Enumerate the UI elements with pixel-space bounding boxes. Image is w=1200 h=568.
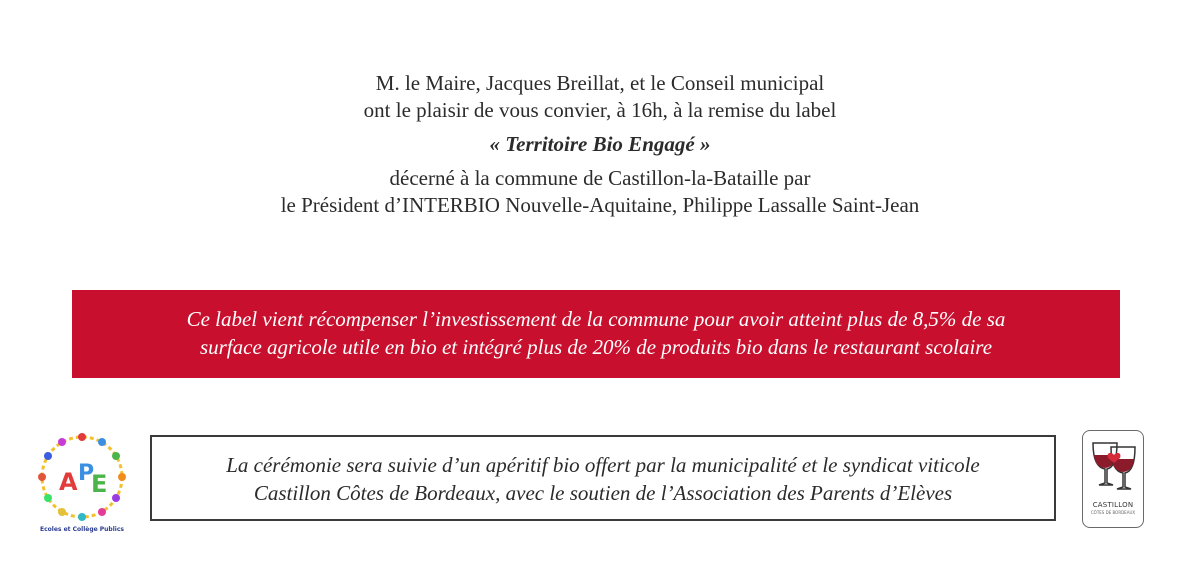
svg-text:P: P	[78, 461, 95, 486]
wine-glasses-heart-icon	[1083, 433, 1143, 499]
highlight-line-1: Ce label vient récompenser l’investissement de la commune pour avoir atteint plus de 8,5% de sa	[186, 307, 1006, 331]
invitation-line-1: M. le Maire, Jacques Breillat, et le Conseil municipal	[375, 71, 825, 95]
castillon-logo	[1082, 430, 1144, 528]
invitation-line-2: ont le plaisir de vous convier, à 16h, à la remise du label	[363, 98, 837, 122]
svg-text:E: E	[91, 470, 108, 498]
ape-caption: Ecoles et Collège Publics	[40, 526, 124, 533]
invitation-line-4: le Président d’INTERBIO Nouvelle-Aquitaine, Philippe Lassalle Saint-Jean	[280, 193, 920, 217]
ceremony-notice	[150, 435, 1056, 521]
ceremony-line-1: La cérémonie sera suivie d’un apéritif bio offert par la municipalité et le syndicat viticole	[226, 453, 980, 477]
castillon-subtitle: CÔTES DE BORDEAUX	[1090, 510, 1136, 515]
label-title: « Territoire Bio Engagé »	[489, 132, 711, 156]
ape-logo	[28, 430, 136, 535]
ape-children-circle-icon	[28, 430, 136, 525]
invitation-line-3: décerné à la commune de Castillon-la-Bataille par	[389, 166, 811, 190]
highlight-line-2: surface agricole utile en bio et intégré plus de 20% de produits bio dans le restaurant scolaire	[199, 335, 993, 359]
castillon-name: CASTILLON	[1092, 501, 1134, 509]
invitation-text	[0, 70, 1200, 219]
svg-text:A: A	[59, 468, 78, 496]
ceremony-line-2: Castillon Côtes de Bordeaux, avec le soutien de l’Association des Parents d’Elèves	[253, 481, 953, 505]
highlight-banner	[72, 290, 1120, 378]
